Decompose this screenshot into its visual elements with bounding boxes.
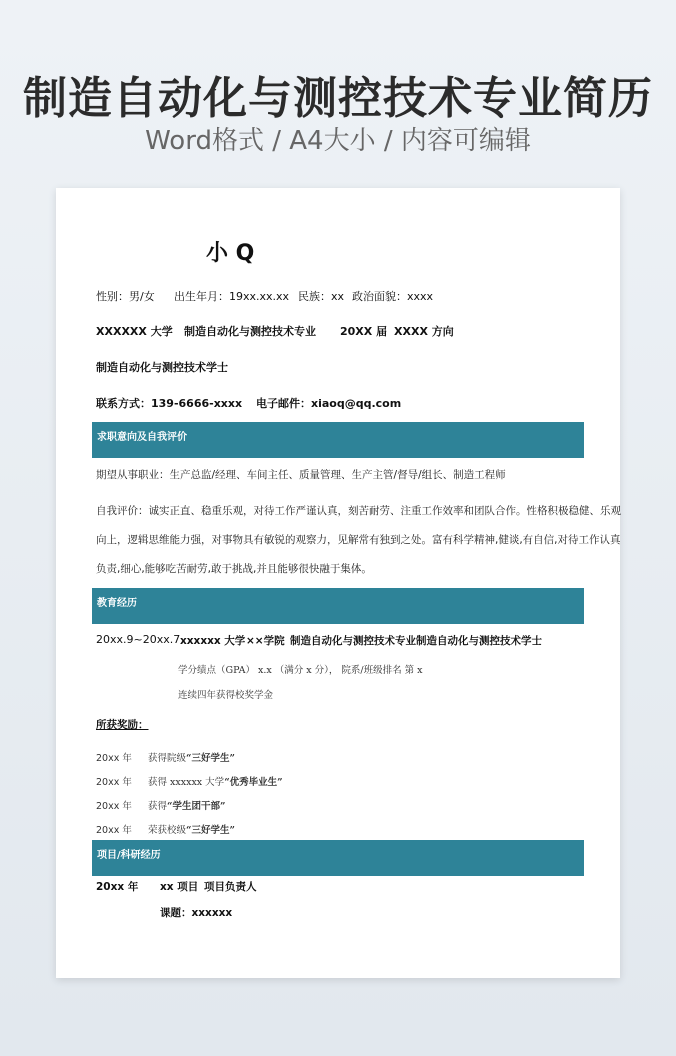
edu-college: ××学院 [246, 635, 285, 647]
candidate-name: 小 Q [206, 241, 255, 266]
project-year: 20xx 年 [96, 881, 139, 893]
nation-field: 民族：xx [298, 290, 345, 303]
banner-title: 制造自动化与测控技术专业简历 [23, 73, 653, 124]
graduation-year: 20XX 届 [340, 325, 388, 338]
edu-gpa: 学分绩点（GPA） x.x （满分 x 分）， 院系/班级排名 第 x [178, 665, 423, 676]
award-prefix: 荣获校级 [148, 825, 187, 836]
project-topic: 课题：xxxxxx [160, 907, 233, 919]
award-year: 20xx 年 [96, 777, 132, 788]
project-name: xx 项目 [160, 881, 199, 893]
edu-degree: 制造自动化与测控技术学士 [416, 635, 542, 647]
award-item [96, 746, 235, 765]
award-prefix: 获得院级 [148, 753, 187, 764]
self-eval-line: 自我评价：诚实正直、稳重乐观，对待工作严谨认真，刻苦耐劳、注重工作效率和团队合作。性格积极稳健、乐观 [96, 505, 621, 517]
politics-field: 政治面貌：xxxx [352, 290, 434, 303]
edu-scholarship: 连续四年获得校奖学金 [178, 690, 274, 701]
award-year: 20xx 年 [96, 801, 132, 812]
section-header-project: 项目/科研经历 [92, 840, 584, 876]
birth-field: 出生年月：19xx.xx.xx [174, 290, 290, 303]
section-header-education: 教育经历 [92, 588, 584, 624]
award-title: “学生团干部” [167, 801, 226, 812]
school-name: XXXXXX 大学 [96, 325, 173, 338]
award-year: 20xx 年 [96, 825, 132, 836]
award-item [96, 770, 283, 789]
contact-phone: 联系方式：139-6666-xxxx [96, 397, 243, 410]
award-item [96, 818, 235, 837]
degree: 制造自动化与测控技术学士 [96, 361, 228, 374]
resume-page [56, 188, 620, 978]
gender-field: 性别：男/女 [96, 290, 155, 303]
banner-subtitle: Word格式 / A4大小 / 内容可编辑 [145, 126, 531, 156]
award-prefix: 获得 xxxxxx 大学 [148, 777, 225, 788]
job-intention: 期望从事职业：生产总监/经理、车间主任、质量管理、生产主管/督导/组长、制造工程师 [96, 469, 506, 481]
contact-email: 电子邮件：xiaoq@qq.com [256, 397, 402, 410]
edu-major: 制造自动化与测控技术专业 [290, 635, 416, 647]
award-prefix: 获得 [148, 801, 168, 812]
direction: XXXX 方向 [394, 325, 454, 338]
award-title: “三好学生” [186, 753, 235, 764]
edu-period: 20xx.9~20xx.7 [96, 633, 181, 646]
major-name: 制造自动化与测控技术专业 [184, 325, 316, 338]
award-title: “三好学生” [186, 825, 235, 836]
edu-school: xxxxxx 大学 [180, 635, 246, 647]
award-title: “优秀毕业生” [224, 777, 283, 788]
project-role: 项目负责人 [204, 881, 257, 893]
awards-heading: 所获奖励： [96, 719, 149, 731]
award-year: 20xx 年 [96, 753, 132, 764]
self-eval-line: 负责,细心,能够吃苦耐劳,敢于挑战,并且能够很快融于集体。 [96, 563, 372, 575]
award-item [96, 794, 225, 813]
self-eval-line: 向上，逻辑思维能力强，对事物具有敏锐的观察力，见解常有独到之处。富有科学精神,健谈,有自信,对待工作认真 [96, 534, 621, 546]
section-header-intention: 求职意向及自我评价 [92, 422, 584, 458]
